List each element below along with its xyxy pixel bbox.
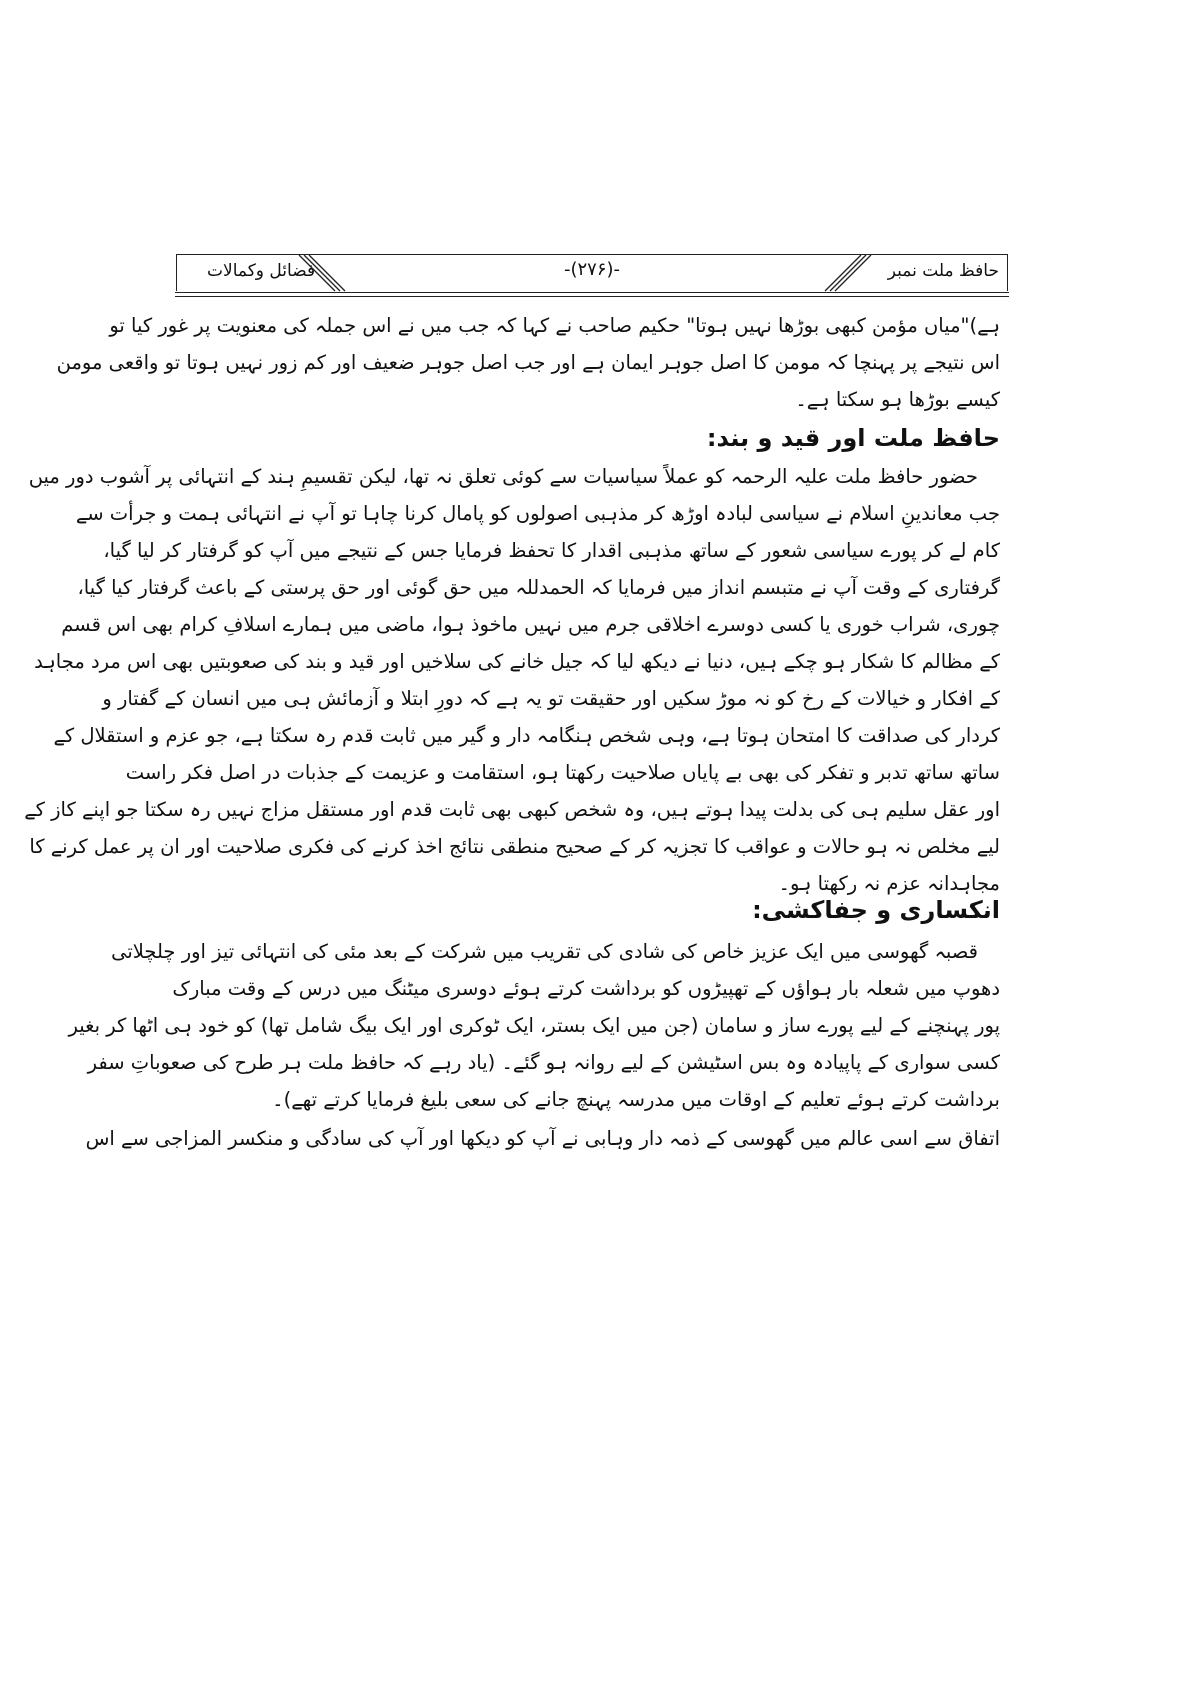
text-line: اس نتیجے پر پہنچا کہ مومن کا اصل جوہر ایمان ہے اور جب اصل جوہر ضعیف اور کم زور نہیں ہوتا تو واقعی مومن — [56, 351, 1000, 374]
text-line: دھوپ میں شعلہ بار ہواؤں کے تھپیڑوں کو برداشت کرتے ہوئے دوسری میٹنگ میں درس کے وقت مبارک — [172, 977, 1000, 1000]
text-line: کیسے بوڑھا ہو سکتا ہے۔ — [795, 388, 1000, 411]
text-line: ساتھ ساتھ تدبر و تفکر کی بھی بے پایاں صلاحیت رکھتا ہو، استقامت و عزیمت کے جذبات در اصل فکر راست — [125, 761, 1000, 784]
text-line: چوری، شراب خوری یا کسی دوسرے اخلاقی جرم میں نہیں ماخوذ ہوا، ماضی میں ہمارے اسلافِ کرام بھی اس قسم — [61, 613, 1000, 636]
text-line: اور عقل سلیم ہی کی بدلت پیدا ہوتے ہیں، وہ شخص کبھی بھی ثابت قدم اور مستقل مزاج نہیں رہ سکتا جو اپنے کاز کے — [24, 798, 1000, 821]
book-title: حافظ ملت نمبر — [887, 261, 999, 281]
header-right-divider — [813, 253, 873, 293]
text-line: لیے مخلص نہ ہو حالات و عواقب کا تجزیہ کر کے صحیح منطقی نتائج اخذ کرنے کی فکری صلاحیت اور ان پر عمل کرنے کا — [29, 835, 1000, 858]
text-line: پور پہنچنے کے لیے پورے ساز و سامان (جن میں ایک بستر، ایک ٹوکری اور ایک بیگ شامل تھا) کو خود ہی اٹھا کر بغیر — [68, 1014, 1000, 1037]
text-line: کردار کی صداقت کا امتحان ہوتا ہے، وہی شخص ہنگامہ دار و گیر میں ثابت قدم رہ سکتا ہے، جو عزم و استقلال کے — [53, 724, 1000, 747]
running-header — [176, 254, 1008, 291]
section-heading: حافظ ملت اور قید و بند: — [706, 424, 1000, 452]
text-line: کسی سواری کے پاپیادہ وہ بس اسٹیشن کے لیے روانہ ہو گئے۔ (یاد رہے کہ حافظ ملت ہر طرح کی صعوباتِ سفر — [87, 1051, 1000, 1074]
text-line: کے مظالم کا شکار ہو چکے ہیں، دنیا نے دیکھ لیا کہ جیل خانے کی سلاخیں اور قید و بند کی صعوبتیں بھی اس مرد مجاہد — [34, 650, 1000, 673]
text-line: اتفاق سے اسی عالم میں گھوسی کے ذمہ دار وہابی نے آپ کو دیکھا اور آپ کی سادگی و منکسر المزاجی سے اس — [85, 1127, 1000, 1150]
header-left-divider — [297, 253, 357, 293]
text-line: قصبہ گھوسی میں ایک عزیز خاص کی شادی کی تقریب میں شرکت کے بعد مئی کی انتہائی تیز اور چلچلاتی — [111, 940, 978, 963]
text-line: کام لے کر پورے سیاسی شعور کے ساتھ مذہبی اقدار کا تحفظ فرمایا جس کے نتیجے میں آپ کو گرفتار کر لیا گیا، — [103, 539, 1000, 562]
page-number: -(۲۷۶)- — [563, 259, 621, 280]
text-line: کے افکار و خیالات کے رخ کو نہ موڑ سکیں اور حقیقت تو یہ ہے کہ دورِ ابتلا و آزمائش ہی میں انسان کے گفتار و — [102, 687, 1000, 710]
text-line: گرفتاری کے وقت آپ نے متبسم انداز میں فرمایا کہ الحمدللہ میں حق گوئی اور حق پرستی کے باعث گرفتار کیا گیا، — [77, 576, 1000, 599]
text-line: مجاہدانہ عزم نہ رکھتا ہو۔ — [778, 872, 1000, 895]
section-heading: انکساری و جفاکشی: — [752, 896, 1000, 924]
text-line: برداشت کرتے ہوئے تعلیم کے اوقات میں مدرسہ پہنچ جانے کی سعی بلیغ فرمایا کرتے تھے)۔ — [272, 1088, 1000, 1111]
text-line: ہے)"میاں مؤمن کبھی بوڑھا نہیں ہوتا" حکیم صاحب نے کہا کہ جب میں نے اس جملہ کی معنویت پر غور کیا تو — [109, 314, 1000, 337]
text-line: جب معاندینِ اسلام نے سیاسی لبادہ اوڑھ کر مذہبی اصولوں کو پامال کرنا چاہا تو آپ نے انتہائی ہمت و جرأت سے — [75, 502, 1000, 525]
header-rule — [175, 292, 1009, 297]
section-title: فضائل وکمالات — [207, 261, 316, 281]
text-line: حضور حافظ ملت علیہ الرحمہ کو عملاً سیاسیات سے کوئی تعلق نہ تھا، لیکن تقسیمِ ہند کے انتہائی پر آشوب دور میں — [28, 465, 978, 488]
